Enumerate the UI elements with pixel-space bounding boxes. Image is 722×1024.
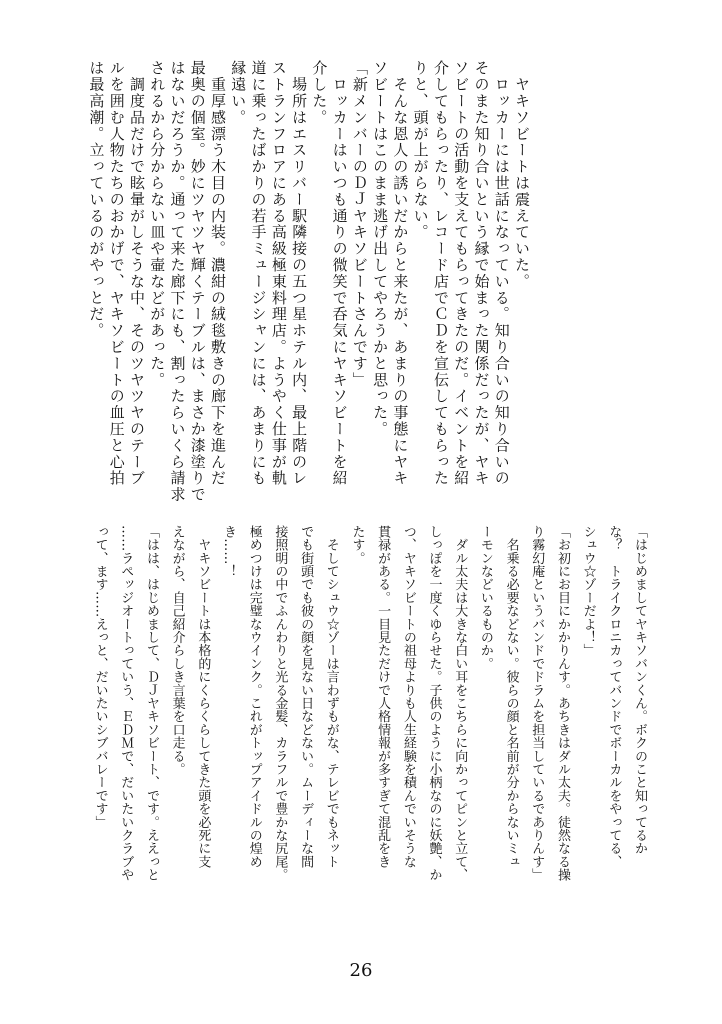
text-column: 「新メンバーのＤＪヤキソビートさんです」 — [350, 60, 369, 388]
text-column: 接照明の中でふんわりと光る金髪、カラフルで豊かな尻尾。 — [272, 525, 288, 882]
text-column: 「はは、はじめまして、ＤＪヤキソビート、です。ええっと — [143, 525, 159, 882]
text-column: 重厚感漂う木目の内装。濃紺の絨毯敷きの廊下を進んだ — [209, 60, 228, 487]
text-column: ロッカーには世話になっている。知り合いの知り合いの — [492, 60, 511, 487]
text-column: 縁遠い。 — [229, 60, 248, 126]
text-column: りと、頭が上がらない。 — [411, 60, 430, 241]
text-column: つ、ヤキソビートの祖母よりも人生経験を積んでいそうな — [400, 525, 416, 869]
text-column: 場所はエスリバー駅隣接の五つ星ホテル内、最上階のレ — [290, 60, 309, 487]
text-column: でも街頭でも彼の顔を見ない日などない。ムーディーな間 — [298, 525, 314, 869]
text-column: 介した。 — [310, 60, 329, 126]
text-column: 極めつけは完璧なウインク。これがトップアイドルの煌め — [246, 525, 262, 869]
text-column: そのまた知り合いという縁で始まった関係だったが、ヤキ — [472, 60, 491, 487]
text-column: ストランフロアにある高級極東料理店。ようやく仕事が軌 — [269, 60, 288, 487]
text-column: 介してもらったり、レコード店でＣＤを宣伝してもらった — [431, 60, 450, 487]
text-column: えながら、自己紹介らしき言葉を口走る。 — [169, 525, 185, 776]
page-number: 26 — [349, 960, 373, 981]
text-column: ヤキソビートは本格的にくらくらしてきた頭を必死に支 — [195, 525, 211, 869]
upper-text-block — [86, 60, 532, 503]
text-column: って、ます……えっと、だいたいシブバレーです」 — [92, 525, 108, 829]
lower-text-block — [86, 525, 652, 882]
text-column: き……！ — [221, 525, 236, 578]
text-column: ルを囲む人物たちのおかげで、ヤキソビートの血圧と心拍 — [107, 60, 126, 487]
text-column: シュウ☆ゾーだよ！」 — [580, 525, 596, 657]
text-column: 「はじめましてヤキソバンくん。ボクのこと知ってるか — [632, 525, 647, 855]
text-column: たす。 — [349, 525, 365, 565]
text-column: な？ トライクロニカってバンドでボーカルをやってる、 — [606, 525, 622, 869]
text-column: されるから分からない皿や壷などがあった。 — [148, 60, 167, 388]
text-column: ダル太夫は大きな白い耳をこちらに向かってピンと立て、 — [452, 525, 468, 882]
text-column: ーモンなどいるものか。 — [477, 525, 493, 671]
text-column: 「お初にお目にかかりんす。あちきはダル太夫。徒然なる操 — [554, 525, 570, 882]
text-column: 名乗る必要などない。彼らの顔と名前が分からないミュ — [503, 525, 519, 869]
text-column: 調度品だけで眩暈がしそうな中、そのツヤツヤのテーブ — [127, 60, 146, 487]
text-column: そんな恩人の誘いだからと来たが、あまりの事態にヤキ — [391, 60, 410, 487]
text-column: はないだろうか。通って来た廊下にも、割ったらいくら請求 — [168, 60, 187, 503]
text-column: ヤキソビートは震えていた。 — [513, 60, 531, 290]
text-column: ……ラペッジオートっていう、ＥＤＭで、だいたいクラブや — [118, 525, 134, 882]
text-column: ソビートの活動を支えてもらってきたのだ。イベントを紹 — [452, 60, 471, 487]
text-column: 貫禄がある。一目見ただけで人格情報が多すぎて混乱をき — [375, 525, 391, 869]
text-column: ロッカーはいつも通りの微笑で呑気にヤキソビートを紹 — [330, 60, 349, 487]
text-column: は最高潮。立っているのがやっとだ。 — [87, 60, 106, 339]
text-column: 道に乗ったばかりの若手ミュージシャンには、あまりにも — [249, 60, 268, 487]
text-column: ソビートはこのまま逃げ出してやろうかと思った。 — [371, 60, 390, 438]
text-column: そしてシュウ☆ゾーは言わずもがな、テレビでもネット — [323, 525, 339, 869]
text-column: 最奥の個室。妙にツヤツヤ輝くテーブルは、まさか漆塗りで — [188, 60, 207, 503]
text-column: しっぽを一度くゆらせた。子供のように小柄なのに妖艶、か — [426, 525, 442, 882]
text-column: り霧幻庵というバンドでドラムを担当しているでありんす」 — [529, 525, 545, 882]
